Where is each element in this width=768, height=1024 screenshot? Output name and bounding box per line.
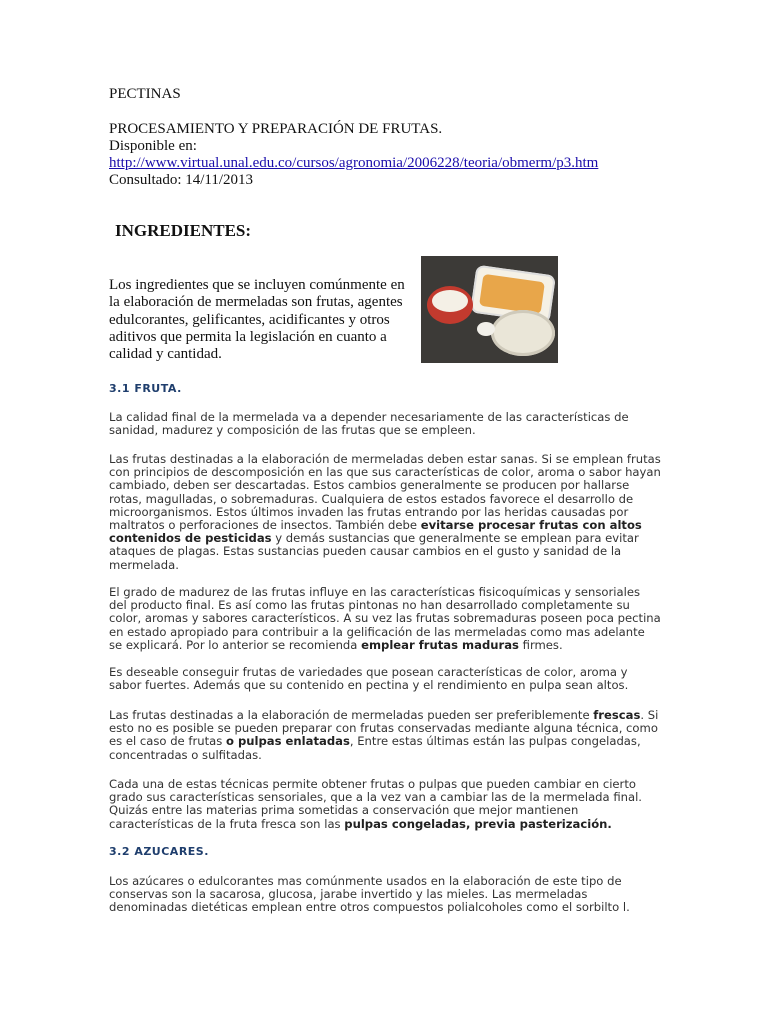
text-run: Las frutas destinadas a la elaboración de mermeladas pueden ser preferiblemente (109, 708, 594, 722)
text-run: Las frutas destinadas a la elaboración de mermeladas deben estar sanas. Si se emplean frutas con principios de descomposición en las que sus características de color, aroma o sabor hayan cambiado, deben ser descartadas. Estos cambios generalmente se producen por hallarse rotas, magulladas, o sobremaduras. Cualquiera de estos estados favorece el desarrollo de microorganismos. Estos últimos invaden las frutas entrando por las heridas causadas por maltratos o perforaciones de insectos. También debe (109, 452, 661, 533)
bold-text-run: emplear frutas maduras (361, 637, 519, 652)
citation-available-label: Disponible en: (109, 138, 197, 154)
bold-text-run: o pulpas enlatadas (225, 734, 350, 749)
fruta-paragraph-5 (109, 709, 661, 762)
fruta-paragraph-1: La calidad final de la mermelada va a depender necesariamente de las características de sanidad, madurez y composición de las frutas que se empleen. (109, 410, 629, 438)
document-title: PECTINAS (109, 86, 181, 102)
fruta-paragraph-4: Es deseable conseguir frutas de variedades que posean características de color, aroma y sabor fuertes. Además que su contenido en pectina y el rendimiento en pulpa sean altos. (109, 665, 629, 693)
bold-text-run: frescas (593, 708, 641, 722)
section-heading-azucares: 3.2 AZUCARES. (109, 845, 209, 858)
section-heading-fruta: 3.1 FRUTA. (109, 382, 182, 395)
text-run: . Si esto no es posible se pueden preparar con frutas conservadas mediante alguna técnica, como es el caso de frutas (109, 708, 659, 749)
fruta-paragraph-3 (109, 586, 661, 652)
citation-url-link[interactable]: http://www.virtual.unal.edu.co/cursos/agronomia/2006228/teoria/obmerm/p3.htm (109, 155, 599, 171)
fruta-paragraph-6 (109, 778, 661, 831)
citation-block (109, 121, 598, 189)
bold-text-run: evitarse procesar frutas con altos contenidos de pesticidas (109, 518, 642, 546)
text-run: firmes. (518, 637, 563, 652)
photo-cup (477, 322, 495, 336)
ingredients-photo (421, 256, 558, 363)
photo-red-bowl-content (432, 290, 468, 312)
text-run: El grado de madurez de las frutas influye en las características fisicoquímicas y sensoriales del producto final. Es así como las frutas pintonas no han desarrollado completamente su color, aromas y sabores característicos. A su vez las frutas sobremaduras poseen poca pectina en estado apropiado para contribuir a la gelificación de las mermeladas como mas adelante se explicará. Por lo anterior se recomienda (109, 585, 661, 652)
photo-plate (491, 310, 555, 356)
ingredients-heading: INGREDIENTES: (115, 221, 252, 240)
text-run: y demás sustancias que generalmente se emplean para evitar ataques de plagas. Estas sustancias pueden causar cambios en el gusto y sanidad de la mermelada. (109, 531, 639, 572)
intro-paragraph: Los ingredientes que se incluyen comúnmente en la elaboración de mermeladas son frutas, agentes edulcorantes, gelificantes, acidificantes y otros aditivos que permita la legislación en cuanto a calidad y cantidad. (109, 277, 405, 363)
azucares-paragraph-1: Los azúcares o edulcorantes mas comúnmente usados en la elaboración de este tipo de conservas son la sacarosa, glucosa, jarabe invertido y las mieles. Las mermeladas denominadas dietéticas emplean entre otros compuestos polialcoholes como el sorbilto l. (109, 874, 630, 915)
citation-title: PROCESAMIENTO Y PREPARACIÓN DE FRUTAS. (109, 121, 443, 137)
bold-text-run: pulpas congeladas, previa pasterización. (344, 816, 612, 831)
text-run: Cada una de estas técnicas permite obtener frutas o pulpas que pueden cambiar en cierto grado sus características sensoriales, que a la vez van a cambiar las de la mermelada final. Quizás entre las materias prima sometidas a conservación que mejor mantienen características de la fruta fresca son las (109, 777, 642, 831)
text-run: , Entre estas últimas están las pulpas congeladas, concentradas o sulfitadas. (109, 734, 641, 762)
fruta-paragraph-2 (109, 453, 661, 572)
citation-consulted-date: Consultado: 14/11/2013 (109, 172, 254, 188)
